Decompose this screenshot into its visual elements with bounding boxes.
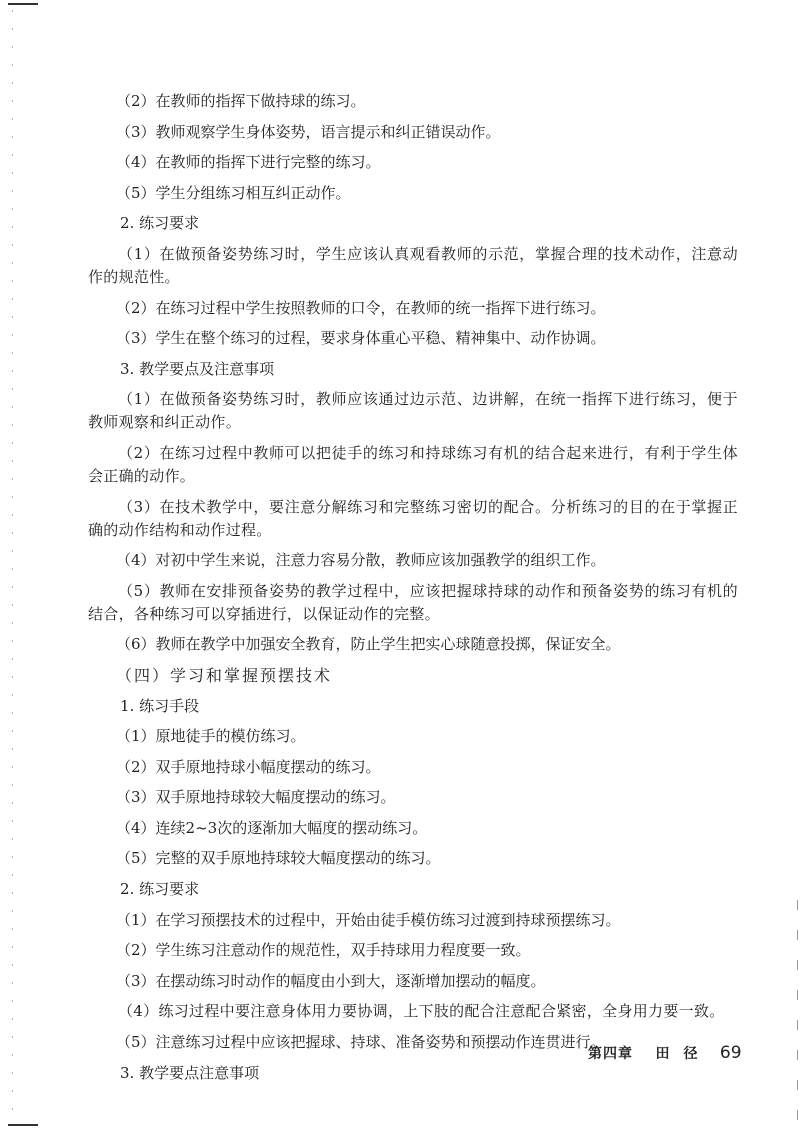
footer-chapter: 第四章 <box>588 1046 633 1062</box>
paragraph: （4）练习过程中要注意身体用力要协调，上下肢的配合注意配合紧密，全身用力要一致。 <box>118 1002 725 1021</box>
list-item: （5）注意练习过程中应该把握球、持球、准备姿势和预摆动作连贯进行。 <box>116 1033 606 1052</box>
page-number: 69 <box>719 1043 742 1063</box>
subheading: 3. 教学要点及注意事项 <box>120 359 275 378</box>
paragraph: （1）在做预备姿势练习时，学生应该认真观看教师的示范，掌握合理的技术动作，注意动作的规范性。 <box>88 244 738 286</box>
list-item: （1）在学习预摆技术的过程中，开始由徒手模仿练习过渡到持球预摆练习。 <box>116 910 621 929</box>
right-edge-marks <box>797 900 798 1130</box>
list-item: （3）教师观察学生身体姿势，语言提示和纠正错误动作。 <box>116 122 501 141</box>
paragraph: （5）教师在安排预备姿势的教学过程中，应该把握球持球的动作和预备姿势的练习有机的结合，各种练习可以穿插进行，以保证动作的完整。 <box>88 581 738 623</box>
binding-edge-marks <box>12 10 13 1120</box>
list-item: （2）在练习过程中学生按照教师的口令，在教师的统一指挥下进行练习。 <box>116 298 606 317</box>
list-item: （5）完整的双手原地持球较大幅度摆动的练习。 <box>116 849 441 868</box>
list-item: （3）学生在整个练习的过程，要求身体重心平稳、精神集中、动作协调。 <box>116 329 606 348</box>
list-item: （2）在教师的指挥下做持球的练习。 <box>116 92 366 110</box>
list-item: （4）在教师的指挥下进行完整的练习。 <box>116 153 381 172</box>
crop-mark-bottom <box>8 1124 38 1126</box>
paragraph: （2）在练习过程中教师可以把徒手的练习和持球练习有机的结合起来进行，有利于学生体会正确的动作。 <box>88 443 738 485</box>
page-body <box>88 90 738 1092</box>
list-item: （3）在摆动练习时动作的幅度由小到大，逐渐增加摆动的幅度。 <box>116 971 546 990</box>
subheading: 1. 练习手段 <box>120 696 200 715</box>
list-item: （3）双手原地持球较大幅度摆动的练习。 <box>116 788 396 807</box>
page-footer <box>588 1043 742 1063</box>
paragraph: （1）在做预备姿势练习时，教师应该通过边示范、边讲解，在统一指挥下进行练习，便于教师观察和纠正动作。 <box>88 390 738 432</box>
list-item: （4）对初中学生来说，注意力容易分散，教师应该加强教学的组织工作。 <box>116 551 606 570</box>
section-heading: （四）学习和掌握预摆技术 <box>116 665 333 685</box>
crop-mark-top <box>8 3 38 5</box>
paragraph: （3）在技术教学中，要注意分解练习和完整练习密切的配合。分析练习的目的在于掌握正确的动作结构和动作过程。 <box>88 497 738 539</box>
subheading: 2. 练习要求 <box>120 880 200 899</box>
list-item: （1）原地徒手的模仿练习。 <box>116 727 306 746</box>
subheading: 3. 教学要点注意事项 <box>120 1063 260 1082</box>
list-item: （4）连续2~3次的逐渐加大幅度的摆动练习。 <box>116 818 428 837</box>
footer-section: 田径 <box>655 1046 712 1062</box>
subheading: 2. 练习要求 <box>120 214 200 233</box>
list-item: （5）学生分组练习相互纠正动作。 <box>116 183 351 202</box>
list-item: （2）双手原地持球小幅度摆动的练习。 <box>116 757 381 776</box>
list-item: （6）教师在教学中加强安全教育，防止学生把实心球随意投掷，保证安全。 <box>116 635 621 654</box>
list-item: （2）学生练习注意动作的规范性，双手持球用力程度要一致。 <box>116 941 531 960</box>
